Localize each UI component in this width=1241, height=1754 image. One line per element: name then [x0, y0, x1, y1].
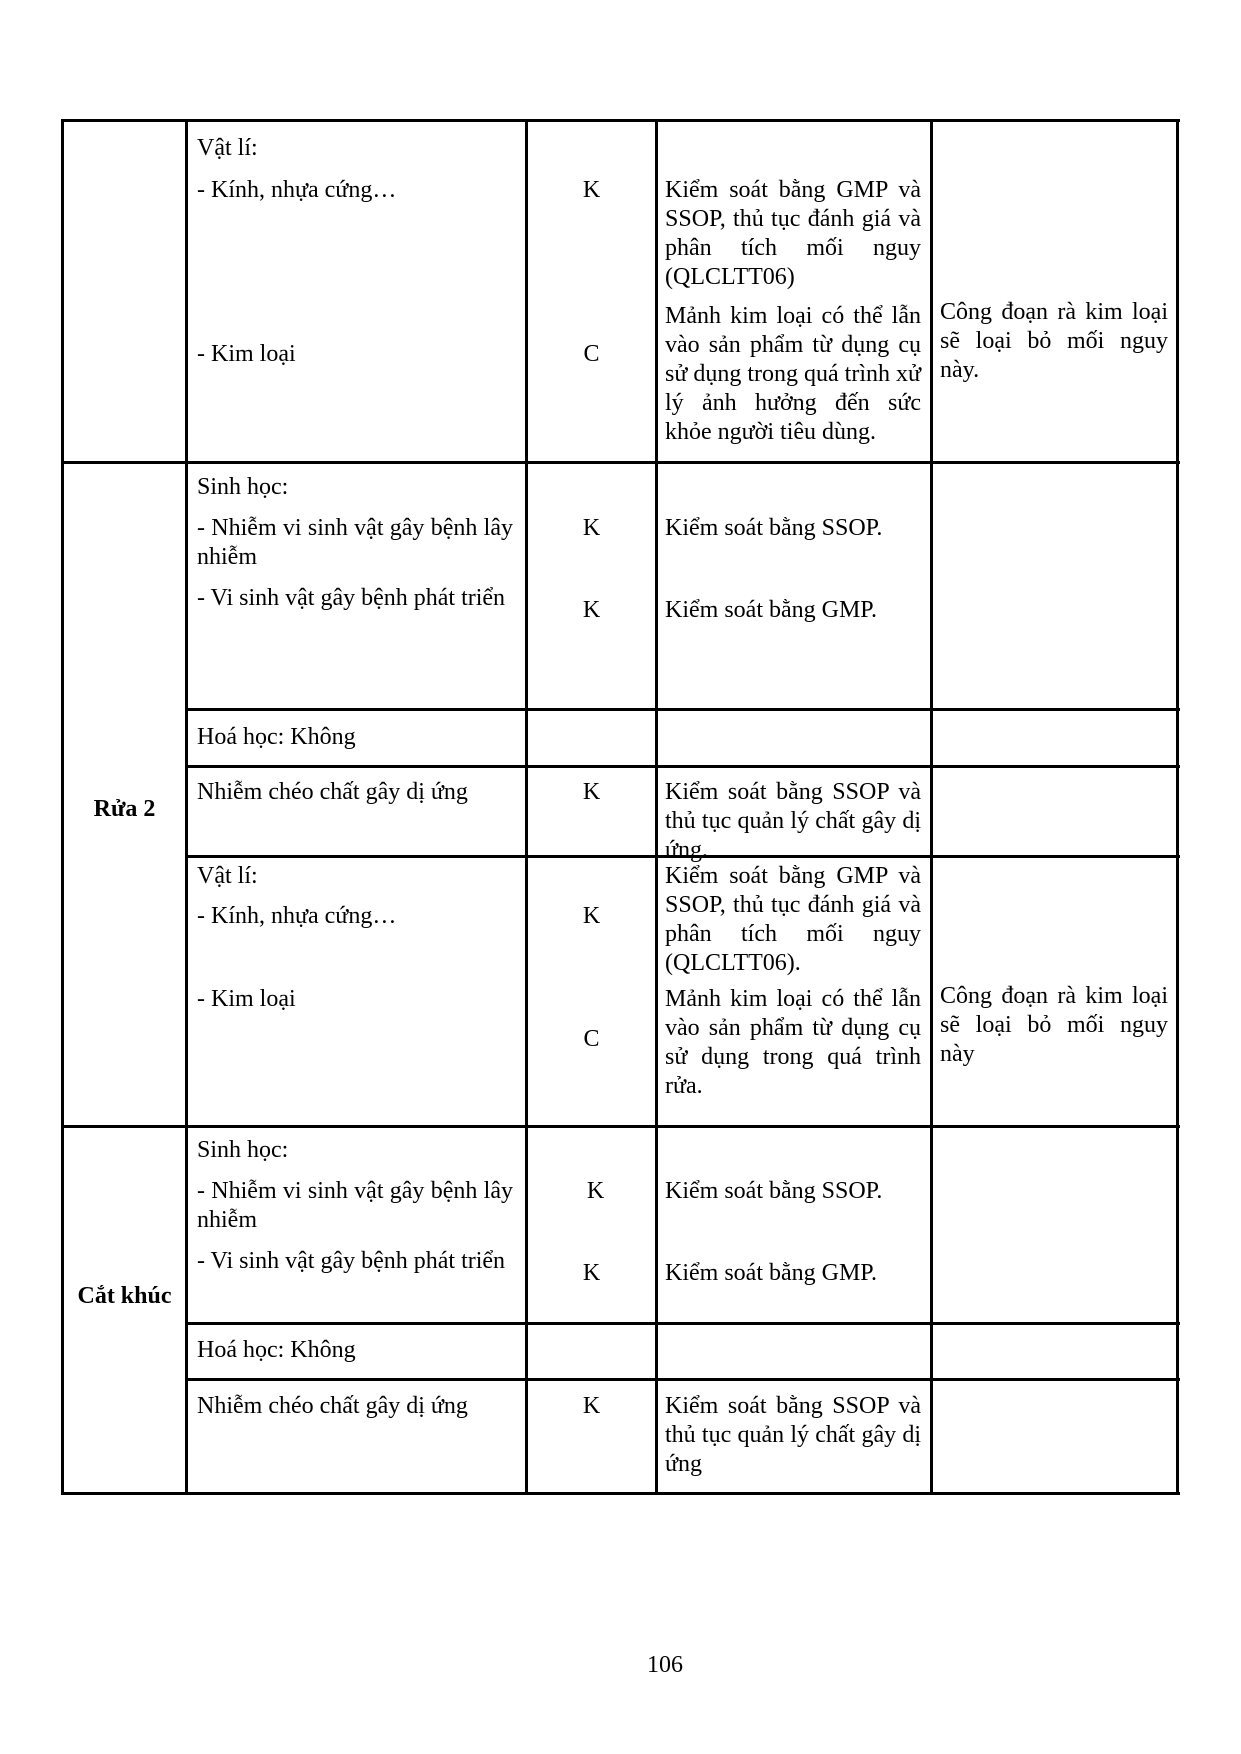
hazard-group-header: Hoá học: Không	[197, 724, 356, 750]
hazard-cell: - Nhiễm vi sinh vật gây bệnh lây nhiễm	[197, 515, 513, 570]
row-divider	[186, 1378, 1180, 1381]
justification-cell: Kiểm soát bằng SSOP.	[665, 515, 883, 541]
significant-cell: K	[582, 177, 601, 203]
column-divider	[525, 119, 528, 1495]
table-border-right	[1176, 119, 1179, 1495]
significant-cell: C	[583, 341, 600, 367]
column-divider	[655, 119, 658, 1495]
row-divider	[62, 461, 1180, 464]
justification-cell: Kiểm soát bằng SSOP và thủ tục quản lý chất gây dị ứng.	[665, 779, 921, 863]
justification-cell: Mảnh kim loại có thể lẫn vào sản phẩm từ dụng cụ sử dụng trong quá trình xử lý ảnh hưởng đến sức khỏe người tiêu dùng.	[665, 303, 921, 445]
row-divider	[62, 1125, 1180, 1128]
hazard-cell: - Vi sinh vật gây bệnh phát triển	[197, 585, 506, 611]
hazard-cell: - Kim loại	[197, 986, 296, 1012]
hazard-group-header: Vật lí:	[197, 863, 258, 889]
column-divider	[930, 119, 933, 1495]
significant-cell: K	[582, 903, 601, 929]
significant-cell: K	[582, 779, 601, 805]
row-divider	[186, 708, 1180, 711]
hazard-cell: - Kính, nhựa cứng…	[197, 177, 397, 203]
table-border-top	[62, 119, 1180, 122]
hazard-cell: - Kim loại	[197, 341, 296, 367]
significant-cell: K	[582, 1260, 601, 1286]
significant-cell: K	[582, 515, 601, 541]
hazard-group-header: Vật lí:	[197, 135, 258, 161]
hazard-group-header: Sinh học:	[197, 474, 289, 500]
page-number: 106	[647, 1652, 683, 1678]
hazard-cell: Nhiễm chéo chất gây dị ứng	[197, 1393, 468, 1419]
column-divider	[185, 119, 188, 1495]
row-divider	[186, 765, 1180, 768]
hazard-cell: Nhiễm chéo chất gây dị ứng	[197, 779, 468, 805]
hazard-group-header: Hoá học: Không	[197, 1337, 356, 1363]
significant-cell: K	[586, 1178, 605, 1204]
justification-cell: Kiểm soát bằng SSOP.	[665, 1178, 883, 1204]
significant-cell: K	[582, 1393, 601, 1419]
hazard-group-header: Sinh học:	[197, 1137, 289, 1163]
significant-cell: K	[582, 597, 601, 623]
stage-name-cell: Cắt khúc	[77, 1283, 172, 1309]
justification-cell: Mảnh kim loại có thể lẫn vào sản phẩm từ dụng cụ sử dụng trong quá trình rửa.	[665, 986, 921, 1099]
hazard-cell: - Vi sinh vật gây bệnh phát triển	[197, 1248, 506, 1274]
justification-cell: Kiểm soát bằng SSOP và thủ tục quản lý chất gây dị ứng	[665, 1393, 921, 1477]
justification-cell: Kiểm soát bằng GMP và SSOP, thủ tục đánh giá và phân tích mối nguy (QLCLTT06).	[665, 863, 921, 976]
row-divider	[186, 1322, 1180, 1325]
significant-cell: C	[583, 1026, 600, 1052]
control-measure-cell: Công đoạn rà kim loại sẽ loại bỏ mối nguy này.	[940, 299, 1168, 383]
stage-name-cell: Rửa 2	[93, 796, 156, 822]
justification-cell: Kiểm soát bằng GMP và SSOP, thủ tục đánh giá và phân tích mối nguy (QLCLTT06)	[665, 177, 921, 290]
hazard-cell: - Nhiễm vi sinh vật gây bệnh lây nhiễm	[197, 1178, 513, 1233]
justification-cell: Kiểm soát bằng GMP.	[665, 1260, 877, 1286]
control-measure-cell: Công đoạn rà kim loại sẽ loại bỏ mối nguy này	[940, 983, 1168, 1067]
justification-cell: Kiểm soát bằng GMP.	[665, 597, 877, 623]
hazard-cell: - Kính, nhựa cứng…	[197, 903, 397, 929]
table-border-bottom	[62, 1492, 1180, 1495]
